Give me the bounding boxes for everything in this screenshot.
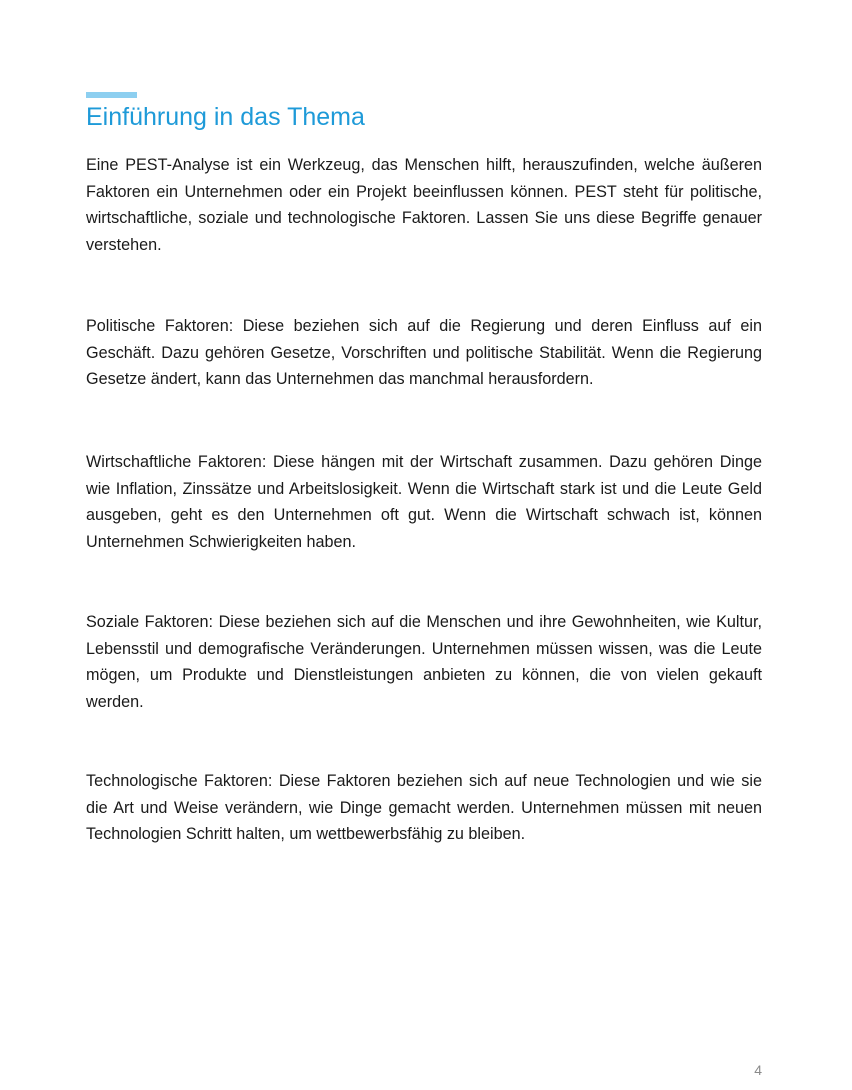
heading-accent-bar [86, 92, 137, 98]
social-factors-paragraph: Soziale Faktoren: Diese beziehen sich auf die Menschen und ihre Gewohnheiten, wie Kultur, Lebensstil und demografische Veränderungen. Unternehmen müssen wissen, was die Leute mögen, um Produkte und Dienstleistungen anbieten zu können, die von vielen gekauft werden. [86, 613, 762, 712]
economic-factors-paragraph: Wirtschaftliche Faktoren: Diese hängen mit der Wirtschaft zusammen. Dazu gehören Dinge wie Inflation, Zinssätze und Arbeitslosigkeit. Wenn die Wirtschaft stark ist und die Leute Geld ausgeben, geht es den Unternehmen oft gut. Wenn die Wirtschaft schwach ist, können Unternehmen Schwierigkeiten haben. [86, 453, 762, 552]
page-number: 4 [754, 1062, 762, 1078]
political-factors-paragraph: Politische Faktoren: Diese beziehen sich auf die Regierung und deren Einfluss auf ein Geschäft. Dazu gehören Gesetze, Vorschriften und politische Stabilität. Wenn die Regierung Gesetze ändert, kann das Unternehmen das manchmal herausfordern. [86, 317, 762, 389]
section-heading: Einführung in das Thema [86, 103, 365, 131]
intro-paragraph: Eine PEST-Analyse ist ein Werkzeug, das Menschen hilft, herauszufinden, welche äußeren Faktoren ein Unternehmen oder ein Projekt beeinflussen können. PEST steht für politische, wirtschaftliche, soziale und technologische Faktoren. Lassen Sie uns diese Begriffe genauer verstehen. [86, 156, 762, 255]
technological-factors-paragraph: Technologische Faktoren: Diese Faktoren beziehen sich auf neue Technologien und wie sie die Art und Weise verändern, wie Dinge gemacht werden. Unternehmen müssen mit neuen Technologien Schritt halten, um wettbewerbsfähig zu bleiben. [86, 772, 762, 844]
